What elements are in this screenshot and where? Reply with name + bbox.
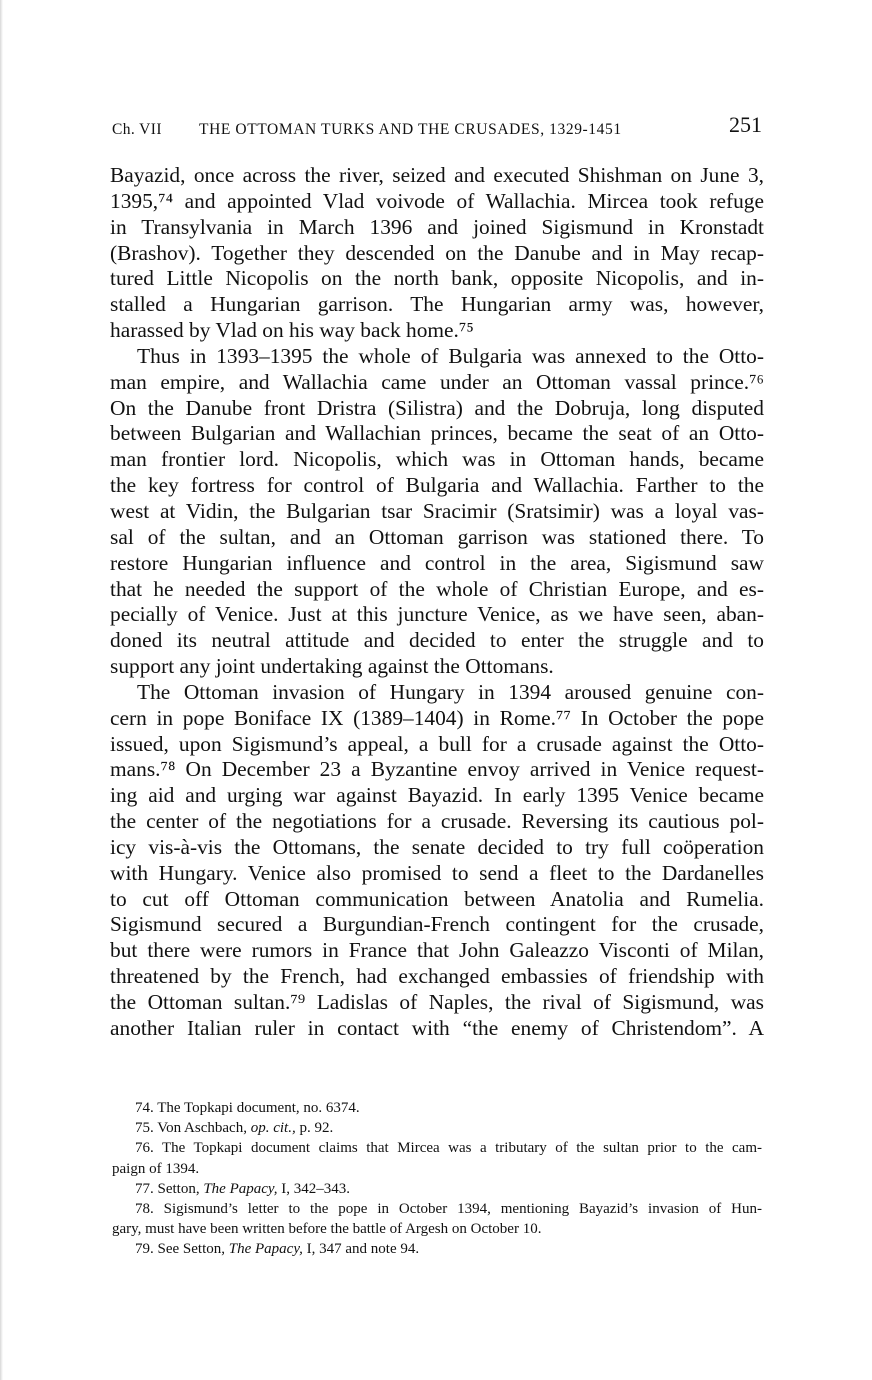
footnote-text: p. 92. — [295, 1120, 334, 1137]
body-line: cern in pope Boniface IX (1389–1404) in Rome.⁷⁷ In October the pope — [110, 705, 764, 730]
footnote-text: paign of 1394. — [112, 1160, 200, 1177]
footnote — [112, 1098, 762, 1118]
footnote-line — [112, 1219, 762, 1239]
footnote-citation-italic: The Papacy, — [228, 1241, 303, 1258]
body-line: Bayazid, once across the river, seized and executed Shishman on June 3, — [110, 163, 764, 187]
body-line: west at Vidin, the Bulgarian tsar Sracimir (Sratsimir) was a loyal vas- — [110, 498, 764, 523]
footnote-line — [112, 1199, 762, 1219]
footnote — [112, 1138, 762, 1178]
body-line: sal of the sultan, and an Ottoman garrison was stationed there. To — [110, 524, 764, 549]
footnotes — [112, 1098, 762, 1260]
footnote-line — [112, 1138, 762, 1158]
footnote — [112, 1239, 762, 1259]
running-title: THE OTTOMAN TURKS AND THE CRUSADES, 1329-1451 — [199, 121, 622, 138]
footnote-text: I, 347 and note 94. — [302, 1241, 420, 1258]
footnote-line — [112, 1118, 762, 1138]
body-line: tured Little Nicopolis on the north bank, opposite Nicopolis, and in- — [110, 266, 764, 291]
footnote-text: 77. Setton, — [135, 1180, 204, 1197]
body-line: the Ottoman sultan.⁷⁹ Ladislas of Naples, the rival of Sigismund, was — [110, 990, 764, 1014]
body-line: 1395,⁷⁴ and appointed Vlad voivode of Wallachia. Mircea took refuge — [110, 188, 764, 213]
page-number: 251 — [729, 112, 762, 137]
body-line: to cut off Ottoman communication between Anatolia and Rumelia. — [110, 886, 764, 911]
body-line: man frontier lord. Nicopolis, which was in Ottoman hands, became — [110, 447, 764, 472]
footnote-line — [112, 1239, 762, 1259]
body-line: icy vis-à-vis the Ottomans, the senate decided to try full coöperation — [110, 834, 764, 859]
running-header — [112, 112, 762, 142]
body-line: the key fortress for control of Bulgaria and Wallachia. Farther to the — [110, 473, 764, 498]
body-text — [110, 163, 764, 1042]
body-line: another Italian ruler in contact with “the enemy of Christendom”. A — [110, 1015, 764, 1040]
footnote-text: 75. Von Aschbach, — [135, 1120, 251, 1137]
page-edge-shadow — [0, 0, 3, 1380]
body-line: harassed by Vlad on his way back home.⁷⁵ — [110, 318, 474, 343]
footnote-line — [112, 1179, 762, 1199]
body-line: but there were rumors in France that John Galeazzo Visconti of Milan, — [110, 938, 764, 963]
body-line: support any joint undertaking against the Ottomans. — [110, 654, 554, 679]
body-line: that he needed the support of the whole of Christian Europe, and es- — [110, 576, 764, 601]
footnote-line — [112, 1098, 762, 1118]
footnote — [112, 1118, 762, 1138]
footnote-line — [112, 1159, 762, 1179]
footnote — [112, 1199, 762, 1239]
body-line: threatened by the French, had exchanged embassies of friendship with — [110, 964, 764, 989]
body-line: ing aid and urging war against Bayazid. In early 1395 Venice became — [110, 783, 764, 808]
body-line: issued, upon Sigismund’s appeal, a bull for a crusade against the Otto- — [110, 731, 764, 756]
body-line: restore Hungarian influence and control in the area, Sigismund saw — [110, 550, 764, 575]
body-line: man empire, and Wallachia came under an Ottoman vassal prince.⁷⁶ — [110, 369, 764, 394]
footnote-text: I, 342–343. — [277, 1180, 350, 1197]
body-line: between Bulgarian and Wallachian princes, became the seat of an Otto- — [110, 421, 764, 446]
footnote-citation-italic: The Papacy, — [203, 1180, 278, 1197]
footnote — [112, 1179, 762, 1199]
chapter-label: Ch. VII — [112, 121, 162, 138]
body-line: (Brashov). Together they descended on the Danube and in May recap- — [110, 240, 764, 265]
footnote-text: 78. Sigismund’s letter to the pope in October 1394, mentioning Bayazid’s invasion of Hun- — [135, 1200, 762, 1217]
body-line: the center of the negotiations for a crusade. Reversing its cautious pol- — [110, 809, 764, 834]
footnote-text: 74. The Topkapi document, no. 6374. — [135, 1100, 360, 1116]
footnote-text: gary, must have been written before the battle of Argesh on October 10. — [112, 1221, 542, 1238]
body-line: mans.⁷⁸ On December 23 a Byzantine envoy arrived in Venice request- — [110, 757, 764, 782]
body-line: with Hungary. Venice also promised to send a fleet to the Dardanelles — [110, 860, 764, 885]
body-line: doned its neutral attitude and decided to enter the struggle and to — [110, 628, 764, 653]
body-line: On the Danube front Dristra (Silistra) and the Dobruja, long disputed — [110, 395, 764, 420]
footnote-text: 76. The Topkapi document claims that Mircea was a tributary of the sultan prior to the cam- — [135, 1140, 762, 1157]
body-line: Thus in 1393–1395 the whole of Bulgaria was annexed to the Otto- — [137, 343, 764, 368]
footnote-citation-italic: op. cit., — [250, 1120, 296, 1137]
body-line: The Ottoman invasion of Hungary in 1394 aroused genuine con- — [137, 679, 764, 704]
body-line: stalled a Hungarian garrison. The Hungarian army was, however, — [110, 292, 764, 317]
body-line: in Transylvania in March 1396 and joined Sigismund in Kronstadt — [110, 214, 764, 239]
body-line: Sigismund secured a Burgundian-French contingent for the crusade, — [110, 912, 764, 937]
body-line: pecially of Venice. Just at this juncture Venice, as we have seen, aban- — [110, 602, 764, 627]
footnote-text: 79. See Setton, — [135, 1241, 229, 1258]
